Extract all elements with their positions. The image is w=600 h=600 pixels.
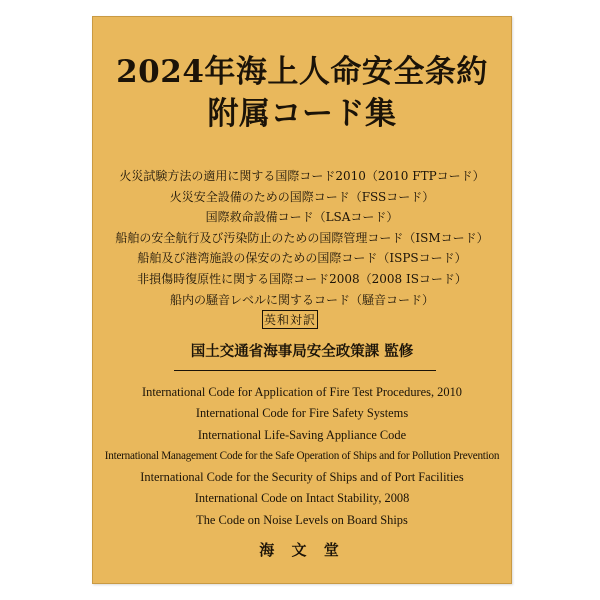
japanese-code-item: 火災安全設備のための国際コード（FSSコード） (169, 189, 435, 204)
japanese-code-item: 船内の騒音レベルに関するコード（騒音コード） (169, 292, 434, 307)
japanese-code-item: 船舶の安全航行及び汚染防止のための国際管理コード（ISMコード） (115, 230, 489, 245)
book-title-line2: 附属コード集 (207, 96, 397, 132)
book-title-line1: 2024年海上人命安全条約 (116, 54, 488, 90)
japanese-code-item: 火災試験方法の適用に関する国際コード2010（2010 FTPコード） (119, 169, 485, 183)
english-code-item: International Code for Application of Fire Test Procedures, 2010 (142, 385, 462, 399)
english-code-list (88, 382, 516, 531)
bilingual-badge: 英和対訳 (262, 310, 318, 329)
japanese-code-item: 船舶及び港湾施設の保安のための国際コード（ISPSコード） (137, 251, 467, 266)
japanese-code-item: 国際救命設備コード（LSAコード） (205, 210, 399, 225)
book-cover (92, 16, 512, 584)
publisher-name: 海 文 堂 (259, 541, 345, 559)
english-code-item: The Code on Noise Levels on Board Ships (196, 512, 408, 527)
english-code-item: International Life-Saving Appliance Code (197, 427, 407, 442)
divider-line (174, 370, 436, 371)
english-code-item: International Code for the Security of Ships and of Port Facilities (140, 470, 464, 485)
japanese-code-item: 非損傷時復原性に関する国際コード2008（2008 ISコード） (137, 271, 467, 286)
japanese-code-list (92, 166, 512, 310)
supervisor-credit: 国土交通省海事局安全政策課 監修 (190, 343, 414, 360)
english-code-item: International Management Code for the Safe Operation of Ships and for Pollution Prevention (104, 449, 500, 462)
english-code-item: International Code on Intact Stability, 2008 (194, 491, 410, 506)
english-code-item: International Code for Fire Safety Systems (195, 406, 409, 421)
